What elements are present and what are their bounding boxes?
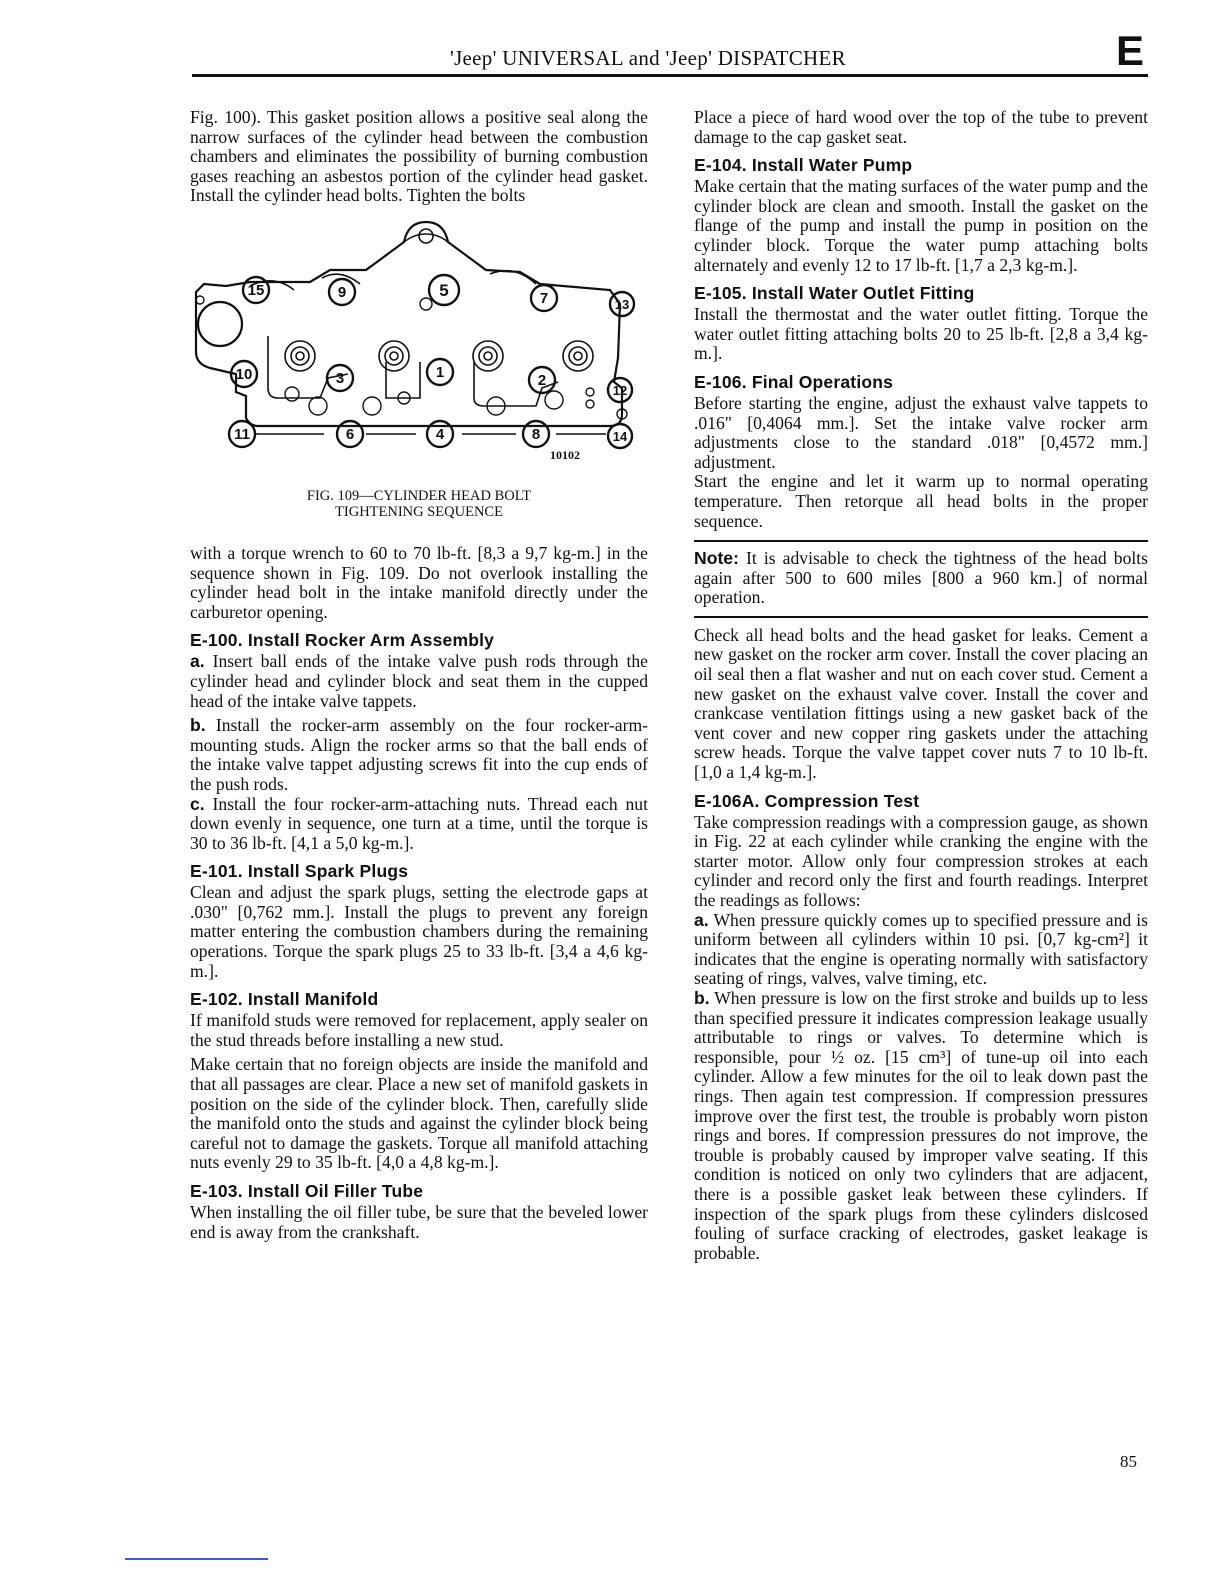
heading-e105: E-105. Install Water Outlet Fitting (694, 283, 975, 304)
figure-number: 10102 (550, 447, 580, 462)
after-figure-paragraph: with a torque wrench to 60 to 70 lb-ft. [8,3 a 9,7 kg-m.] in the sequence shown in Fig. 109. Do not overlook installing the cylinder head bolt in the intake manifold directly under the carburetor opening. (190, 542, 648, 622)
bolt-label: 7 (539, 289, 549, 307)
step-label: b. (694, 987, 710, 1008)
bolt-label: 13 (614, 296, 630, 312)
right-column (694, 108, 1148, 1263)
bolt-label: 2 (537, 371, 547, 389)
caption-line: FIG. 109—CYLINDER HEAD BOLT (306, 487, 532, 504)
page-header (192, 27, 1148, 77)
header-title: 'Jeep' UNIVERSAL and 'Jeep' DISPATCHER (450, 46, 846, 70)
cylinder-head-diagram (190, 212, 648, 452)
small-hole (420, 298, 432, 310)
step-text: Insert ball ends of the intake valve push rods through the cylinder head and cylinder block and seat them in the cupped head of the intake valve tappets. (190, 651, 648, 711)
e100-step-c (190, 795, 648, 854)
e102-paragraph-2: Make certain that no foreign objects are inside the manifold and that all passages are clear. Place a new set of manifold gaskets in position on the side of the cylinder block. Then, carefully slide the manifold onto the studs and against the cylinder block being careful not to damage the gaskets. Torque all manifold attaching nuts evenly 29 to 35 lb-ft. [4,0 a 4,8 kg-m.]. (190, 1054, 648, 1173)
small-hole (309, 397, 327, 415)
heading-e106a: E-106A. Compression Test (694, 790, 920, 811)
e100-step-b (190, 716, 648, 794)
small-hole (285, 387, 299, 401)
bolt-label: 5 (439, 280, 449, 300)
e100-step-a (190, 652, 648, 711)
e105-text: Install the thermostat and the water outlet fitting. Torque the water outlet fitting attaching bolts 20 to 25 lb-ft. [2,8 a 3,4 kg-m.]. (694, 304, 1148, 364)
page-number: 85 (1120, 1452, 1137, 1471)
step-text: When pressure quickly comes up to specified pressure and is uniform between all cylinders within 10 psi. [0,7 kg-cm²] it indicates that the engine is operating normally with satisfactory seating of rings, valves, valve timing, etc. (694, 909, 1148, 989)
heading-e106: E-106. Final Operations (694, 371, 894, 392)
chamber-outline (268, 336, 348, 398)
e106a-step-b (694, 989, 1148, 1263)
bolt-label: 3 (335, 369, 345, 387)
e106-paragraph-2: Start the engine and let it warm up to normal operating temperature. Then retorque all head bolts in the proper sequence. (694, 471, 1148, 531)
step-text: Install the rocker-arm assembly on the four rocker-arm-mounting studs. Align the rocker arms so that the ball ends of the intake valve tappet adjusting screws fit into the cup ends of the push rods. (190, 715, 648, 794)
heading-e103: E-103. Install Oil Filler Tube (190, 1181, 424, 1201)
bolt-label: 1 (435, 363, 445, 381)
outlet-boss (404, 234, 448, 242)
bolt-label: 12 (612, 382, 628, 398)
after-note-paragraph: Check all head bolts and the head gasket for leaks. Cement a new gasket on the rocker arm cover. Install the cover placing an oil seal then a flat washer and nut on each cover stud. Cement a new gasket on the exhaust valve cover. Install the cover and crankcase ventilation fittings using a new gasket back of the vent cover and new copper ring gaskets under the attaching screw heads. Torque the valve tappet cover nuts 7 to 10 lb-ft. [1,0 a 1,4 kg-m.]. (694, 624, 1148, 783)
small-hole (363, 397, 381, 415)
outlet-hole (419, 229, 433, 243)
bolt-label: 11 (234, 425, 250, 443)
intro-paragraph: Fig. 100). This gasket position allows a positive seal along the narrow surfaces of the cylinder head between the combustion chambers and eliminates the possibility of burning combustion gases reaching an asbestos portion of the cylinder head gasket. Install the cylinder head bolts. Tighten the bolts (190, 107, 648, 206)
bolt-label: 10 (235, 365, 253, 383)
e104-text: Make certain that the mating surfaces of the water pump and the cylinder block are clean and smooth. Install the gasket on the flange of the pump and install the pump in position on the cylinder block. Torque the water pump attaching bolts alternately and evenly 12 to 17 lb-ft. [1,7 a 2,3 kg-m.]. (694, 176, 1148, 275)
e106-paragraph-1: Before starting the engine, adjust the exhaust valve tappets to .016" [0,4064 mm.]. Set the intake valve rocker arm adjustments close to the standard .018" [0,4572 mm.] adjustment. (694, 392, 1148, 472)
note-paragraph (694, 549, 1148, 608)
bolt-label: 15 (247, 281, 265, 299)
small-hole (545, 391, 563, 409)
bolt-label: 4 (435, 425, 445, 443)
note-box (694, 540, 1148, 618)
step-text: When pressure is low on the first stroke and builds up to less than specified pressure it indicates compression leakage usually attributable to rings or valves. To determine which is responsible, pour ½ oz. [15 cm³] of tune-up oil into each cylinder. Allow a few minutes for the oil to leak down past the rings. Then again test compression. If compression pressures improve over the first test, the trouble is probably worn piston rings and bores. If compression pressures do not improve, the trouble is probably caused by improper valve seating. If this condition is noticed on only two cylinders that are adjacent, there is a possible gasket leak between these cylinders. If inspection of the spark plugs from these cylinders dislcosed fouling of surface cracking of electrodes, gasket leakage is probable. (694, 987, 1148, 1263)
small-hole (586, 400, 594, 408)
e106a-intro: Take compression readings with a compression gauge, as shown in Fig. 22 at each cylinder while cranking the engine with the starter motor. Allow only four compression strokes at each cylinder and record only the first and fourth readings. Interpret the readings as follows: (694, 811, 1148, 910)
bolt-label: 9 (337, 283, 347, 301)
figure-caption (190, 488, 648, 520)
figure-109 (190, 212, 648, 520)
caption-line: TIGHTENING SEQUENCE (335, 503, 503, 520)
e102-paragraph-1: If manifold studs were removed for replacement, apply sealer on the stud threads before installing a new stud. (190, 1010, 648, 1050)
large-hole (198, 302, 242, 346)
bolt-label: 6 (345, 425, 355, 443)
step-label: a. (694, 909, 709, 930)
small-hole (586, 388, 594, 396)
heading-e102: E-102. Install Manifold (190, 989, 379, 1010)
note-label: Note: (694, 548, 739, 569)
step-label: a. (190, 651, 205, 672)
heading-e100: E-100. Install Rocker Arm Assembly (190, 630, 495, 651)
heading-e101: E-101. Install Spark Plugs (190, 861, 409, 882)
e101-text: Clean and adjust the spark plugs, setting the electrode gaps at .030" [0,762 mm.]. Install the plugs to prevent any foreign matter entering the combustion chambers during the remaining operations. Torque the spark plugs 25 to 33 lb-ft. [3,4 a 4,6 kg-m.]. (190, 882, 648, 981)
step-label: c. (190, 793, 205, 814)
small-hole (196, 296, 204, 304)
step-label: b. (190, 715, 206, 736)
e106a-step-a (694, 911, 1148, 989)
e103-text: When installing the oil filler tube, be sure that the beveled lower end is away from the crankshaft. (190, 1202, 648, 1242)
left-column (190, 108, 648, 1242)
right-intro-paragraph: Place a piece of hard wood over the top of the tube to prevent damage to the cap gasket seat. (694, 107, 1148, 147)
bolt-label: 14 (612, 428, 628, 444)
note-text: It is advisable to check the tightness of the head bolts again after 500 to 600 miles [800 a 960 km.] of normal operation. (694, 548, 1148, 608)
step-text: Install the four rocker-arm-attaching nuts. Thread each nut down evenly in sequence, one turn at a time, until the torque is 30 to 36 lb-ft. [4,1 a 5,0 kg-m.]. (190, 793, 648, 853)
section-letter: E (1115, 27, 1144, 74)
footer-rule (125, 1558, 268, 1560)
heading-e104: E-104. Install Water Pump (694, 155, 913, 176)
bolt-label: 8 (531, 425, 541, 443)
